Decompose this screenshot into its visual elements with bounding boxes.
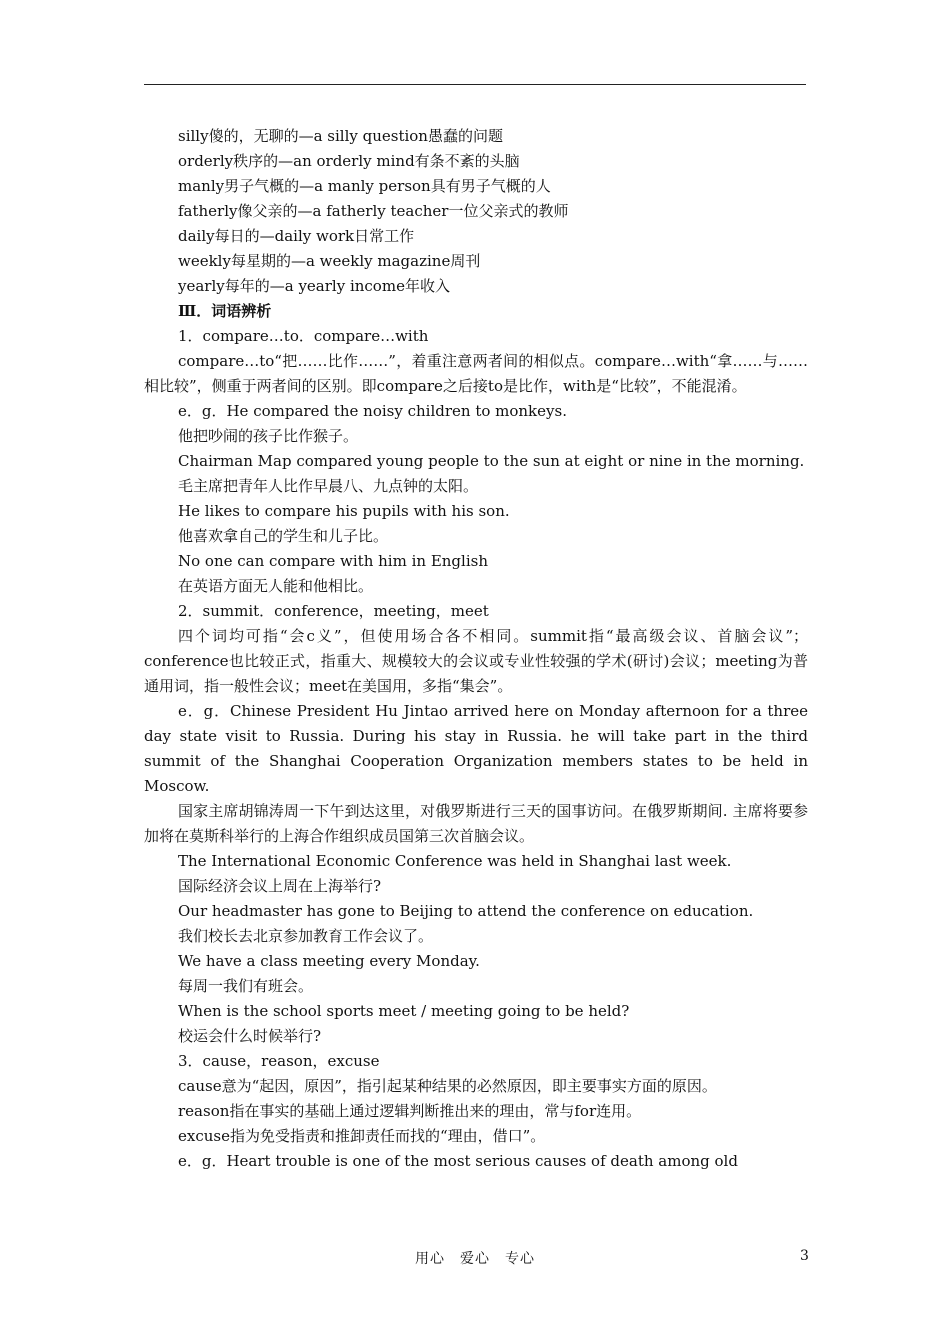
text-line: excuse指为免受指责和推卸责任而找的“理由，借口”。 [178,1127,546,1145]
header-rule [144,84,806,85]
text-line: e．g．Chinese President Hu Jintao arrived here on Monday afternoon for a three day state visit to Russia. During his stay in Russia. he will take part in the third summit of the Shanghai Cooperation Organization members states to be held in Moscow. [144,702,808,795]
text-line: daily每日的—daily work日常工作 [178,227,415,245]
text-line: 1．compare…to．compare…with [178,327,429,345]
text-line: silly傻的，无聊的—a silly question愚蠢的问题 [178,127,503,145]
page-number: 3 [800,1248,809,1264]
text-line: He likes to compare his pupils with his son. [178,502,510,520]
text-line: orderly秩序的—an orderly mind有条不紊的头脑 [178,152,520,170]
text-line: 在英语方面无人能和他相比。 [178,577,374,595]
text-line: 他喜欢拿自己的学生和儿子比。 [178,527,389,545]
text-line: We have a class meeting every Monday. [178,952,480,970]
text-line: 2．summit．conference，meeting，meet [178,602,489,620]
text-line: 国家主席胡锦涛周一下午到达这里，对俄罗斯进行三天的国事访问。在俄罗斯期间. 主席将要参加将在莫斯科举行的上海合作组织成员国第三次首脑会议。 [144,802,808,845]
text-line: 每周一我们有班会。 [178,977,314,995]
text-line: 四个词均可指“会c义”，但使用场合各不相同。summit指“最高级会议、首脑会议”；conference也比较正式，指重大、规模较大的会议或专业性较强的学术(研讨)会议；meeting为普通用词，指一般性会议；meet在美国用，多指“集会”。 [144,627,808,695]
text-line: 校运会什么时候举行? [178,1027,322,1045]
text-line: e．g．He compared the noisy children to monkeys. [178,402,567,420]
text-line: 毛主席把青年人比作早晨八、九点钟的太阳。 [178,477,479,495]
section-heading: Ⅲ．词语辨析 [178,302,272,320]
text-line: No one can compare with him in English [178,552,488,570]
text-line: Chairman Map compared young people to the sun at eight or nine in the morning. [178,452,805,470]
text-line: compare…to“把……比作……”，着重注意两者间的相似点。compare…with“拿……与……相比较”，侧重于两者间的区别。即compare之后接to是比作，with是“比较”，不能混淆。 [144,352,808,395]
text-line: e．g．Heart trouble is one of the most serious causes of death among old [178,1152,738,1170]
text-line: weekly每星期的—a weekly magazine周刊 [178,252,481,270]
text-line: When is the school sports meet / meeting going to be held? [178,1002,630,1020]
text-line: 3．cause，reason，excuse [178,1052,380,1070]
text-line: 国际经济会议上周在上海举行? [178,877,382,895]
text-line: The International Economic Conference was held in Shanghai last week. [178,852,732,870]
document-body [144,124,808,1174]
text-line: cause意为“起因，原因”，指引起某种结果的必然原因，即主要事实方面的原因。 [178,1077,717,1095]
text-line: 我们校长去北京参加教育工作会议了。 [178,927,434,945]
page-footer: 用心 爱心 专心 [415,1251,535,1267]
text-line: reason指在事实的基础上通过逻辑判断推出来的理由，常与for连用。 [178,1102,642,1120]
text-line: fatherly像父亲的—a fatherly teacher一位父亲式的教师 [178,202,569,220]
text-line: yearly每年的—a yearly income年收入 [178,277,450,295]
text-line: 他把吵闹的孩子比作猴子。 [178,427,359,445]
text-line: Our headmaster has gone to Beijing to attend the conference on education. [178,902,754,920]
text-line: manly男子气概的—a manly person具有男子气概的人 [178,177,551,195]
